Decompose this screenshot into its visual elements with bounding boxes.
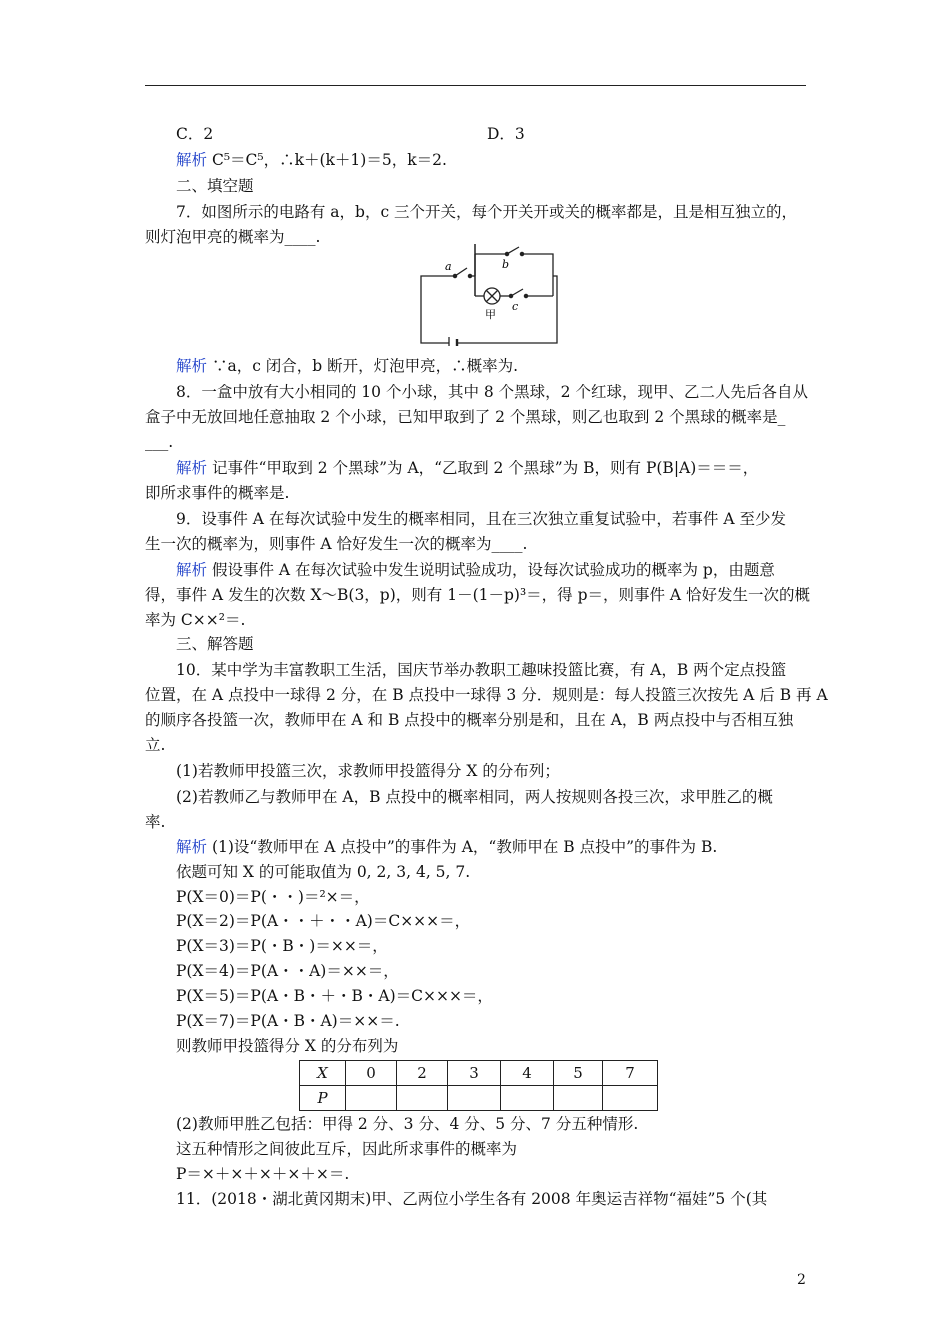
q10-part-1: (1)若教师甲投篮三次，求教师甲投篮得分 X 的分布列； [176, 762, 560, 780]
q8-line-3: ___. [145, 433, 174, 451]
table-cell: 2 [397, 1061, 448, 1086]
q6-solution [176, 150, 447, 170]
section-fill-in-heading: 二、填空题 [176, 177, 254, 195]
distribution-table [299, 1060, 658, 1111]
q8-solution-line-1: 记事件“甲取到 2 个黑球”为 A，“乙取到 2 个黑球”为 B，则有 P(B|A)＝＝＝， [211, 459, 759, 477]
table-row [300, 1061, 658, 1086]
table-cell: 7 [603, 1061, 658, 1086]
q10-solution-2-line-2: 这五种情形之间彼此互斥，因此所求事件的概率为 [176, 1140, 518, 1158]
q6-option-c: C．2 [176, 125, 214, 143]
q10-part-2-line-1: (2)若教师乙与教师甲在 A，B 点投中的概率相同，两人按规则各投三次，求甲胜乙的概 [176, 788, 773, 806]
table-cell: 4 [501, 1061, 554, 1086]
prob-x7: P(X＝7)＝P(A・B・A)＝××＝. [176, 1012, 400, 1030]
q9-solution [176, 560, 775, 580]
q9-line-1: 9．设事件 A 在每次试验中发生的概率相同，且在三次独立重复试验中，若事件 A 至少发 [176, 510, 786, 528]
switch-b-label: b [502, 258, 510, 271]
table-intro: 则教师甲投篮得分 X 的分布列为 [176, 1037, 399, 1055]
q10-line-4: 立. [145, 736, 166, 754]
q8-line-1: 8．一盒中放有大小相同的 10 个小球，其中 8 个黑球，2 个红球，现甲、乙二人先后各自从 [176, 383, 808, 401]
lamp-label: 甲 [485, 308, 496, 321]
circuit-diagram [415, 244, 561, 346]
prob-x2: P(X＝2)＝P(A・・＋・・A)＝C×××＝， [176, 912, 471, 930]
table-cell [501, 1086, 554, 1111]
table-cell: X [300, 1061, 346, 1086]
q8-line-2: 盒子中无放回地任意抽取 2 个小球，已知甲取到了 2 个黑球，则乙也取到 2 个黑球的概率是_ [145, 408, 786, 426]
q9-solution-line-3: 率为 C××²＝. [145, 611, 246, 629]
q9-solution-line-1: 假设事件 A 在每次试验中发生说明试验成功，设每次试验成功的概率为 p，由题意 [211, 561, 775, 579]
table-cell: P [300, 1086, 346, 1111]
table-cell [603, 1086, 658, 1111]
table-cell: 3 [448, 1061, 501, 1086]
solution-label: 解析 [176, 561, 208, 579]
table-cell [554, 1086, 603, 1111]
table-cell: 5 [554, 1061, 603, 1086]
prob-x0: P(X＝0)＝P(・・)＝²×＝， [176, 888, 370, 906]
q7-solution [176, 356, 518, 376]
solution-label: 解析 [176, 151, 208, 169]
q10-line-3: 的顺序各投篮一次，教师甲在 A 和 B 点投中的概率分别是和，且在 A，B 两点投中与否相互独 [145, 711, 794, 729]
solution-label: 解析 [176, 459, 208, 477]
table-cell [448, 1086, 501, 1111]
q10-solution [176, 837, 717, 857]
q6-solution-text: C⁵＝C⁵，∴k＋(k＋1)＝5，k＝2. [211, 151, 447, 169]
q7-solution-text: ∵a，c 闭合，b 断开，灯泡甲亮，∴概率为. [211, 357, 519, 375]
q9-line-2: 生一次的概率为，则事件 A 恰好发生一次的概率为____. [145, 535, 528, 553]
q7-line-1: 7．如图所示的电路有 a，b，c 三个开关，每个开关开或关的概率都是，且是相互独立的， [176, 203, 798, 221]
q6-option-d: D．3 [487, 125, 525, 143]
q10-solution-line-1: (1)设“教师甲在 A 点投中”的事件为 A，“教师甲在 B 点投中”的事件为 B. [211, 838, 718, 856]
page-number: 2 [797, 1272, 806, 1288]
section-answer-heading: 三、解答题 [176, 635, 254, 653]
prob-x3: P(X＝3)＝P(・B・)＝××＝， [176, 937, 388, 955]
q10-solution-line-2: 依题可知 X 的可能取值为 0, 2, 3, 4, 5, 7. [176, 863, 471, 881]
q8-solution [176, 458, 758, 478]
solution-label: 解析 [176, 838, 208, 856]
table-cell [346, 1086, 397, 1111]
q8-solution-line-2: 即所求事件的概率是. [145, 484, 290, 502]
table-cell: 0 [346, 1061, 397, 1086]
solution-label: 解析 [176, 357, 208, 375]
header-rule [145, 85, 806, 86]
q7-line-2: 则灯泡甲亮的概率为____. [145, 228, 321, 246]
q10-solution-2-line-1: (2)教师甲胜乙包括：甲得 2 分、3 分、4 分、5 分、7 分五种情形. [176, 1115, 639, 1133]
prob-x5: P(X＝5)＝P(A・B・＋・B・A)＝C×××＝， [176, 987, 493, 1005]
prob-x4: P(X＝4)＝P(A・・A)＝××＝， [176, 962, 399, 980]
q10-part-2-line-2: 率. [145, 813, 166, 831]
table-row [300, 1086, 658, 1111]
q10-line-2: 位置，在 A 点投中一球得 2 分，在 B 点投中一球得 3 分．规则是：每人投篮三次按先 A 后 B 再 A [145, 686, 828, 704]
q10-solution-2-line-3: P＝×＋×＋×＋×＋×＝. [176, 1165, 350, 1183]
switch-c-label: c [512, 300, 519, 313]
switch-a-label: a [445, 260, 452, 273]
q10-line-1: 10．某中学为丰富教职工生活，国庆节举办教职工趣味投篮比赛，有 A，B 两个定点投篮 [176, 661, 787, 679]
table-cell [397, 1086, 448, 1111]
q9-solution-line-2: 得，事件 A 发生的次数 X～B(3，p)，则有 1－(1－p)³＝，得 p＝，则事件 A 恰好发生一次的概 [145, 586, 811, 604]
q11-line-1: 11．(2018・湖北黄冈期末)甲、乙两位小学生各有 2008 年奥运吉祥物“福娃”5 个(其 [176, 1190, 768, 1208]
